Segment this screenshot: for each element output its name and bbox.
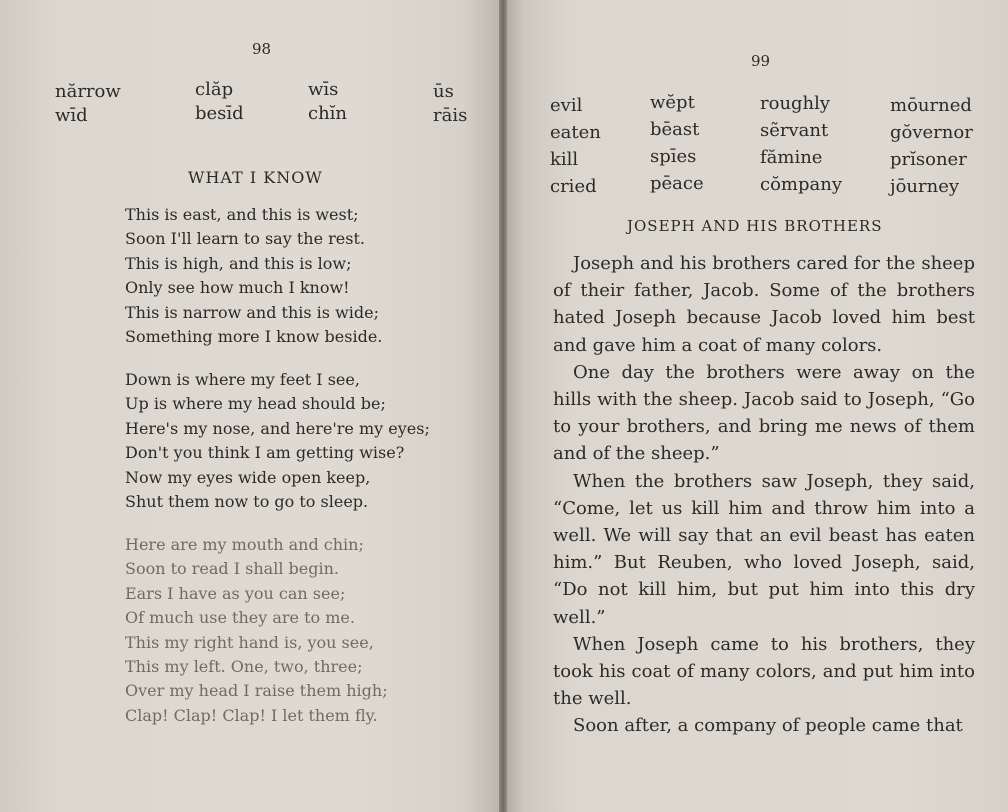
vocab-word: wĕpt bbox=[650, 92, 695, 113]
poem bbox=[125, 203, 430, 747]
poem-line: This is east, and this is west; bbox=[125, 205, 359, 224]
poem-line: Ears I have as you can see; bbox=[125, 583, 346, 603]
vocab-word: gŏvernor bbox=[890, 122, 973, 143]
vocab-word: rāis bbox=[433, 105, 468, 126]
vocab-column bbox=[433, 80, 467, 128]
poem-stanza bbox=[125, 203, 430, 349]
vocab-word: mōurned bbox=[890, 95, 972, 116]
story-text bbox=[553, 250, 975, 740]
story-paragraph: Joseph and his brothers cared for the sheep of their father, Jacob. Some of the brothers hated Joseph because Jacob loved him best and gave him a coat of many colors. bbox=[553, 253, 975, 356]
vocab-word: fămine bbox=[760, 147, 823, 168]
vocab-column bbox=[55, 80, 121, 128]
book-gutter bbox=[499, 0, 507, 812]
poem-line: Here's my nose, and here're my eyes; bbox=[125, 418, 430, 438]
poem-line: Over my head I raise them high; bbox=[125, 681, 388, 701]
story-paragraph: When the brothers saw Joseph, they said, “Come, let us kill him and throw him into a well. We will say that an evil beast has eaten him.” But Reuben, who loved Joseph, said, “Do not kill him, but put him into this dry well.” bbox=[553, 470, 975, 628]
vocab-word: cŏmpany bbox=[760, 174, 843, 195]
vocab-column bbox=[760, 90, 842, 198]
poem-line: This my right hand is, you see, bbox=[125, 632, 374, 652]
story-paragraph: When Joseph came to his brothers, they took his coat of many colors, and put him into the well. bbox=[553, 633, 975, 710]
vocab-word: nărrow bbox=[55, 81, 121, 102]
vocab-word: eaten bbox=[550, 122, 601, 143]
vocab-word: bēast bbox=[650, 119, 700, 140]
poem-line: Down is where my feet I see, bbox=[125, 369, 360, 389]
poem-line: Clap! Clap! Clap! I let them fly. bbox=[125, 705, 378, 725]
vocab-word: besīd bbox=[195, 103, 244, 124]
poem-line: Don't you think I am getting wise? bbox=[125, 443, 405, 463]
left-page bbox=[0, 0, 503, 812]
poem-title: WHAT I KNOW bbox=[188, 168, 323, 187]
story-paragraph: Soon after, a company of people came that bbox=[573, 715, 963, 737]
poem-line: Something more I know beside. bbox=[125, 327, 383, 347]
page-number: 98 bbox=[252, 40, 272, 58]
poem-stanza bbox=[125, 368, 430, 514]
poem-line: Now my eyes wide open keep, bbox=[125, 467, 371, 487]
story-paragraph: One day the brothers were away on the hills with the sheep. Jacob said to Joseph, “Go to your brothers, and bring me news of them and of the sheep.” bbox=[553, 361, 975, 465]
poem-line: Of much use they are to me. bbox=[125, 608, 355, 628]
poem-line: This is high, and this is low; bbox=[125, 253, 352, 273]
poem-line: This is narrow and this is wide; bbox=[125, 302, 380, 322]
page-number: 99 bbox=[751, 52, 771, 70]
vocab-word: roughly bbox=[760, 93, 831, 114]
poem-line: This my left. One, two, three; bbox=[125, 656, 363, 676]
poem-line: Soon I'll learn to say the rest. bbox=[125, 229, 365, 249]
poem-line: Up is where my head should be; bbox=[125, 394, 386, 414]
vocab-word: evil bbox=[550, 95, 583, 116]
vocab-column bbox=[195, 78, 244, 126]
poem-stanza bbox=[125, 533, 430, 728]
vocab-word: sẽrvant bbox=[760, 120, 829, 141]
vocab-word: ūs bbox=[433, 81, 454, 102]
vocab-column bbox=[550, 92, 601, 200]
vocab-word: pēace bbox=[650, 173, 704, 194]
poem-line: Soon to read I shall begin. bbox=[125, 559, 339, 579]
poem-line: Here are my mouth and chin; bbox=[125, 534, 364, 554]
poem-line: Shut them now to go to sleep. bbox=[125, 491, 369, 511]
vocab-word: chĭn bbox=[308, 103, 348, 124]
poem-line: Only see how much I know! bbox=[125, 278, 350, 298]
story-title: JOSEPH AND HIS BROTHERS bbox=[627, 217, 883, 235]
vocab-word: kill bbox=[550, 149, 579, 170]
vocab-column bbox=[650, 89, 704, 197]
vocab-word: cried bbox=[550, 176, 597, 197]
vocab-column bbox=[308, 78, 347, 126]
vocab-word: spīes bbox=[650, 146, 697, 167]
vocab-word: wīs bbox=[308, 79, 339, 100]
vocab-column bbox=[890, 92, 973, 200]
vocab-word: jōurney bbox=[890, 176, 960, 197]
vocab-word: clăp bbox=[195, 79, 234, 100]
vocab-word: prĭsoner bbox=[890, 149, 967, 170]
vocab-word: wīd bbox=[55, 105, 88, 126]
